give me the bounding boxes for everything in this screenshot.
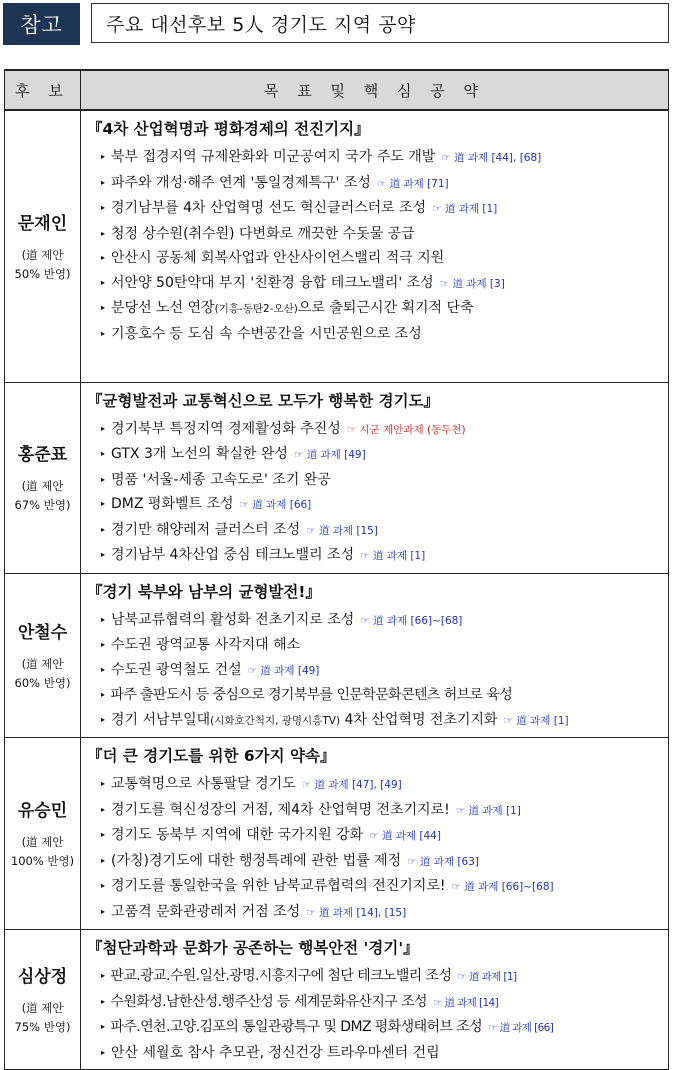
pledge-text: 교통혁명으로 사통팔달 경기도 — [111, 776, 296, 792]
pledge-text: 경기남부 4차산업 중심 테크노밸리 조성 — [111, 547, 355, 563]
bullet-icon: ▸ — [101, 152, 106, 161]
bullet-icon: ▸ — [101, 779, 106, 788]
pledge-text: 경기북부 특정지역 경제활성화 추진성 — [111, 420, 341, 437]
pledge-item — [101, 683, 664, 708]
task-reference: ☞ 道 과제 [1] — [432, 203, 498, 215]
candidate-row — [5, 382, 669, 573]
candidate-name: 안철수 — [17, 622, 68, 643]
pledge-text: 경기도를 통일한국을 위한 남북교류협력의 전진기지로! — [111, 878, 446, 894]
task-reference: ☞ 道 과제 [49] — [247, 664, 320, 677]
pledge-item — [101, 543, 664, 569]
task-reference: ☞ 道 과제 [15] — [306, 524, 378, 537]
goal-title: 『경기 북부와 남부의 균형발전!』 — [87, 582, 321, 601]
header-candidate: 후 보 — [5, 70, 81, 110]
pledge-detail: (시화호간척지, 광명시흥TV) — [210, 714, 341, 727]
pledge-text-cont: 으로 출퇴근시간 획기적 단축 — [297, 300, 474, 316]
task-reference: ☞ 道 과제 [71] — [376, 177, 449, 190]
pledge-list — [87, 608, 664, 738]
pledge-item — [101, 772, 664, 798]
pledge-item — [101, 271, 664, 297]
pledge-item — [101, 658, 664, 684]
pledge-text: 고품격 문화관광레저 거점 조성 — [111, 903, 301, 920]
candidate-ratio-line1: (道 제안 — [21, 479, 64, 493]
pledge-text: 북부 접경지역 규제완화와 미군공여지 국가 주도 개발 — [111, 149, 436, 165]
pledge-list — [87, 145, 664, 350]
candidate-cell — [5, 382, 81, 573]
header-pledges: 목 표 및 핵 심 공 약 — [81, 70, 669, 110]
task-reference: ☞ 道 과제 [14], [15] — [306, 906, 407, 919]
task-reference: ☞ 道 과제 [49] — [293, 449, 366, 461]
candidate-name: 홍준표 — [17, 445, 68, 465]
reference-badge: 참고 — [3, 3, 80, 45]
candidate-ratio-line1: (道 제안 — [21, 656, 64, 671]
pledge-text: GTX 3개 노선의 확실한 완성 — [111, 446, 288, 462]
pledge-item — [101, 222, 664, 247]
pledge-text: 안산시 공동체 회복사업과 안산사이언스밸리 적극 지원 — [111, 250, 445, 266]
task-reference: ☞ 道 과제 [66]~[68] — [360, 614, 463, 627]
bullet-icon: ▸ — [101, 203, 106, 212]
bullet-icon: ▸ — [101, 177, 106, 187]
pledges-cell — [81, 930, 669, 1070]
bullet-icon: ▸ — [101, 277, 106, 287]
candidate-row — [5, 930, 669, 1070]
candidate-row — [5, 573, 669, 738]
bullet-icon: ▸ — [101, 906, 106, 916]
pledge-item — [101, 633, 664, 658]
pledge-item — [101, 708, 664, 734]
bullet-icon: ▸ — [101, 303, 106, 312]
pledge-item — [101, 900, 664, 926]
pledge-item — [101, 608, 664, 634]
candidate-cell — [5, 930, 81, 1070]
pledges-cell — [81, 382, 669, 573]
task-reference: ☞ 道 과제 [44], [68] — [441, 152, 542, 164]
pledge-text: 남북교류협력의 활성화 전초기지로 조성 — [111, 611, 355, 628]
page-title: 주요 대선후보 5人 경기도 지역 공약 — [91, 3, 669, 43]
pledge-text-cont: 4차 산업혁명 전초기지화 — [340, 711, 498, 728]
candidate-ratio-line2: 67% 반영) — [14, 498, 71, 512]
pledge-text: 수원화성.남한산성.행주산성 등 세계문화유산지구 조성 — [110, 993, 427, 1010]
bullet-icon: ▸ — [101, 690, 105, 699]
task-reference: ☞ 道 과제 [1] — [455, 804, 521, 817]
pledge-text: 청정 상수원(취수원) 다변화로 깨끗한 수돗물 공급 — [111, 225, 415, 242]
pledge-item — [101, 322, 664, 347]
task-reference: ☞ 道 과제 [44] — [369, 830, 441, 842]
candidate-ratio-line2: 60% 반영) — [14, 675, 71, 690]
pledge-text: 분당선 노선 연장 — [111, 300, 215, 316]
pledge-list — [87, 417, 664, 573]
bullet-icon: ▸ — [101, 423, 106, 433]
pledge-text: 안산 세월호 참사 추모관, 정신건강 트라우마센터 건립 — [111, 1044, 440, 1061]
pledge-text: 경기도 동북부 지역에 대한 국가지원 강화 — [111, 827, 364, 843]
pledge-item — [101, 874, 664, 900]
pledge-list — [87, 772, 664, 929]
pledge-item — [101, 246, 664, 271]
candidate-name: 심상정 — [17, 967, 68, 987]
candidate-row — [5, 738, 669, 930]
goal-title: 『4차 산업혁명과 평화경제의 전진기지』 — [87, 120, 370, 138]
candidate-ratio-line2: 75% 반영) — [14, 1020, 71, 1034]
bullet-icon: ▸ — [101, 855, 106, 865]
pledge-detail: (기흥-동탄2-오산) — [214, 303, 298, 315]
pledge-item — [101, 196, 664, 222]
bullet-icon: ▸ — [101, 474, 106, 484]
candidate-ratio-line1: (道 제안 — [21, 247, 64, 262]
pledge-item — [101, 492, 664, 518]
candidate-name: 유승민 — [17, 801, 68, 821]
bullet-icon: ▸ — [101, 640, 106, 649]
pledge-text: 기흥호수 등 도심 속 수변공간을 시민공원으로 조성 — [111, 325, 422, 342]
bullet-icon: ▸ — [101, 664, 106, 674]
pledge-text: 경기만 해양레저 클러스터 조성 — [111, 521, 301, 538]
pledge-item — [101, 849, 664, 875]
task-reference: ☞ 道 과제 [66] — [239, 499, 312, 511]
pledge-text: 파주와 개성·해주 연계 '통일경제특구' 조성 — [111, 174, 371, 191]
pledge-item — [101, 296, 664, 322]
goal-title: 『첨단과학과 문화가 공존하는 행복안전 '경기'』 — [87, 939, 419, 957]
task-reference: ☞ 道 과제 [1] — [503, 714, 569, 727]
pledge-text: 경기 서남부일대 — [111, 711, 211, 728]
task-reference: ☞ 道 과제 [47], [49] — [301, 779, 402, 791]
goal-title: 『더 큰 경기도를 위한 6가지 약속』 — [87, 747, 336, 765]
bullet-icon: ▸ — [101, 524, 106, 534]
candidate-cell — [5, 110, 81, 382]
pledge-text: 수도권 광역철도 건설 — [111, 661, 242, 678]
candidate-row — [5, 110, 669, 382]
candidate-ratio-line1: (道 제안 — [21, 835, 64, 849]
pledge-list — [87, 964, 664, 1069]
pledge-text: 파주.연천.고양.김포의 통일관광특구 및 DMZ 평화생태허브 조성 — [110, 1019, 483, 1035]
pledge-item — [101, 1041, 664, 1066]
pledge-text: 명품 '서울-세종 고속도로' 조기 완공 — [111, 471, 331, 488]
pledge-table — [4, 69, 669, 1070]
pledge-text: 수도권 광역교통 사각지대 해소 — [111, 637, 301, 653]
candidate-ratio-line1: (道 제안 — [21, 1001, 64, 1015]
candidate-cell — [5, 573, 81, 738]
task-reference: ☞ 道 과제 [1] — [360, 550, 426, 562]
pledge-item — [101, 990, 664, 1016]
task-reference: ☞ 道 과제 [66] — [488, 1022, 554, 1034]
candidate-ratio-line2: 100% 반영) — [10, 854, 75, 868]
pledge-item — [101, 417, 664, 443]
pledge-text: DMZ 평화벨트 조성 — [111, 496, 234, 512]
bullet-icon: ▸ — [101, 449, 106, 458]
task-reference: ☞ 道 과제 [63] — [407, 855, 479, 868]
pledge-item — [101, 798, 664, 824]
pledge-text: 서안양 50탄약대 부지 '친환경 융합 테크노밸리' 조성 — [111, 274, 434, 291]
pledges-cell — [81, 110, 669, 382]
bullet-icon: ▸ — [101, 830, 106, 839]
pledge-item — [101, 442, 664, 468]
task-reference: ☞ 道 과제 [14] — [432, 996, 499, 1009]
pledge-item — [101, 171, 664, 197]
candidate-cell — [5, 738, 81, 930]
task-reference: ☞ 道 과제 [66]~[68] — [451, 881, 554, 893]
pledge-text: 경기남부를 4차 산업혁명 선도 혁신클러스터로 조성 — [111, 200, 427, 216]
bullet-icon: ▸ — [101, 550, 106, 559]
task-reference: ☞ 道 과제 [1] — [457, 971, 517, 983]
pledge-text: 판교.광교.수원.일산.광명.시흥지구에 첨단 테크노밸리 조성 — [110, 968, 452, 984]
bullet-icon: ▸ — [101, 1047, 106, 1057]
task-reference: ☞ 시군 제안과제 (동두천) — [346, 423, 466, 436]
bullet-icon: ▸ — [101, 881, 106, 890]
pledge-item — [101, 964, 664, 990]
pledge-item — [101, 145, 664, 171]
pledge-text: 파주 출판도시 등 중심으로 경기북부를 인문학문화콘텐츠 허브로 육성 — [110, 687, 513, 703]
pledge-text: 경기도를 혁신성장의 거점, 제4차 산업혁명 전초기지로! — [111, 801, 450, 818]
pledge-item — [101, 518, 664, 544]
pledges-cell — [81, 738, 669, 930]
bullet-icon: ▸ — [101, 804, 106, 814]
bullet-icon: ▸ — [101, 971, 105, 980]
pledges-cell — [81, 573, 669, 738]
bullet-icon: ▸ — [101, 714, 106, 724]
candidate-name: 문재인 — [17, 213, 68, 234]
bullet-icon: ▸ — [101, 228, 106, 238]
bullet-icon: ▸ — [101, 614, 106, 624]
task-reference: ☞ 道 과제 [3] — [439, 277, 505, 290]
pledge-text: (가칭)경기도에 대한 행정특례에 관한 법률 제정 — [111, 852, 402, 869]
bullet-icon: ▸ — [101, 253, 106, 262]
table-header-row — [5, 70, 669, 110]
bullet-icon: ▸ — [101, 499, 106, 508]
page-header — [3, 3, 671, 45]
pledge-item — [101, 468, 664, 493]
bullet-icon: ▸ — [101, 1022, 105, 1031]
pledge-item — [101, 823, 664, 849]
bullet-icon: ▸ — [101, 328, 106, 338]
goal-title: 『균형발전과 교통혁신으로 모두가 행복한 경기도』 — [87, 391, 440, 410]
bullet-icon: ▸ — [101, 996, 105, 1006]
candidate-ratio-line2: 50% 반영) — [14, 266, 71, 281]
